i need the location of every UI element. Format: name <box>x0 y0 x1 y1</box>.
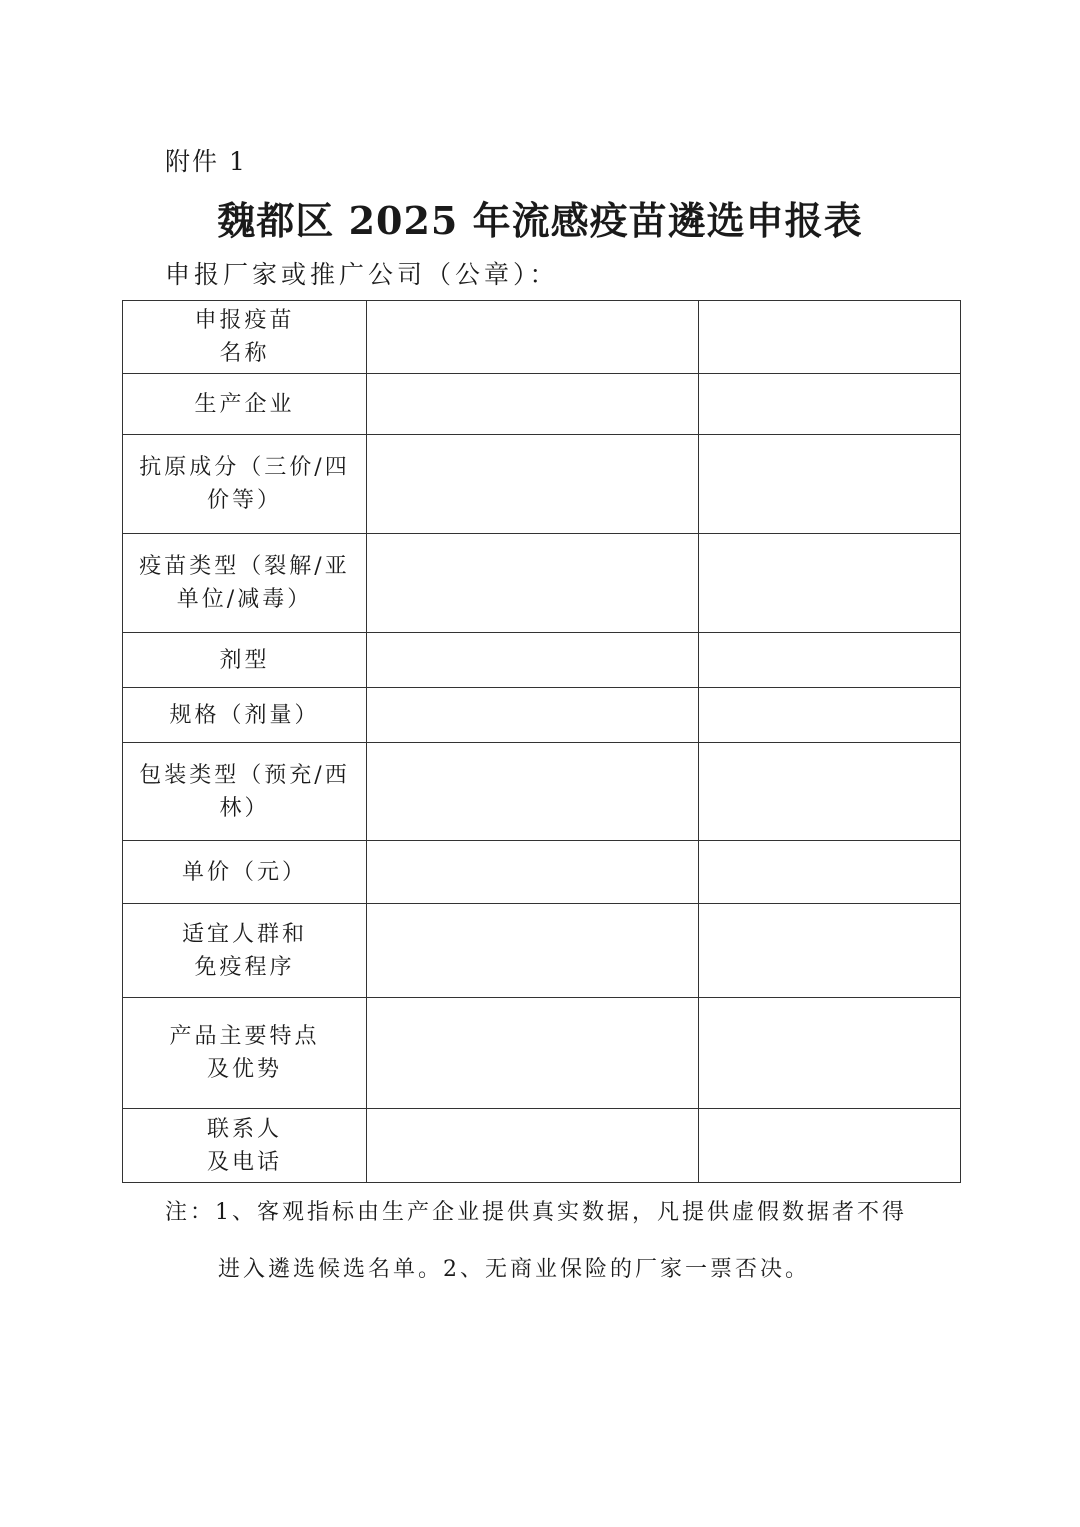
specification-field-2[interactable] <box>699 688 961 743</box>
antigen-field-1[interactable] <box>367 435 699 534</box>
vaccine-name-field-2[interactable] <box>699 301 961 374</box>
target-population-field-2[interactable] <box>699 904 961 998</box>
product-features-field-2[interactable] <box>699 998 961 1109</box>
manufacturer-field-1[interactable] <box>367 374 699 435</box>
table-row <box>123 633 961 688</box>
row-label-vaccine-name: 申报疫苗 名称 <box>123 301 367 374</box>
table-row <box>123 904 961 998</box>
row-label-unit-price: 单价（元） <box>123 841 367 904</box>
vaccine-type-field-2[interactable] <box>699 534 961 633</box>
unit-price-field-2[interactable] <box>699 841 961 904</box>
row-label-specification: 规格（剂量） <box>123 688 367 743</box>
manufacturer-field-2[interactable] <box>699 374 961 435</box>
packaging-field-1[interactable] <box>367 743 699 841</box>
table-row <box>123 841 961 904</box>
row-label-antigen: 抗原成分（三价/四 价等） <box>123 435 367 534</box>
table-row <box>123 534 961 633</box>
contact-field-2[interactable] <box>699 1109 961 1183</box>
target-population-field-1[interactable] <box>367 904 699 998</box>
specification-field-1[interactable] <box>367 688 699 743</box>
table-row <box>123 688 961 743</box>
table-row <box>123 743 961 841</box>
row-label-packaging: 包装类型（预充/西 林） <box>123 743 367 841</box>
note-line-2: 进入遴选候选名单。2、无商业保险的厂家一票否决。 <box>218 1257 810 1282</box>
packaging-field-2[interactable] <box>699 743 961 841</box>
table-row <box>123 301 961 374</box>
row-label-vaccine-type: 疫苗类型（裂解/亚 单位/减毒） <box>123 534 367 633</box>
product-features-field-1[interactable] <box>367 998 699 1109</box>
row-label-manufacturer: 生产企业 <box>123 374 367 435</box>
row-label-dosage-form: 剂型 <box>123 633 367 688</box>
table-row <box>123 374 961 435</box>
dosage-form-field-2[interactable] <box>699 633 961 688</box>
antigen-field-2[interactable] <box>699 435 961 534</box>
table-row <box>123 1109 961 1183</box>
application-form-table <box>122 300 961 1183</box>
vaccine-name-field-1[interactable] <box>367 301 699 374</box>
page-title: 魏都区 2025 年流感疫苗遴选申报表 <box>217 198 863 243</box>
contact-field-1[interactable] <box>367 1109 699 1183</box>
attachment-label: 附件 1 <box>165 147 247 176</box>
applicant-label: 申报厂家或推广公司（公章）： <box>165 260 559 289</box>
row-label-product-features: 产品主要特点 及优势 <box>123 998 367 1109</box>
row-label-target-population: 适宜人群和 免疫程序 <box>123 904 367 998</box>
dosage-form-field-1[interactable] <box>367 633 699 688</box>
table-row <box>123 998 961 1109</box>
table-row <box>123 435 961 534</box>
unit-price-field-1[interactable] <box>367 841 699 904</box>
row-label-contact: 联系人 及电话 <box>123 1109 367 1183</box>
vaccine-type-field-1[interactable] <box>367 534 699 633</box>
note-line-1: 注：1、客观指标由生产企业提供真实数据，凡提供虚假数据者不得 <box>165 1200 907 1225</box>
